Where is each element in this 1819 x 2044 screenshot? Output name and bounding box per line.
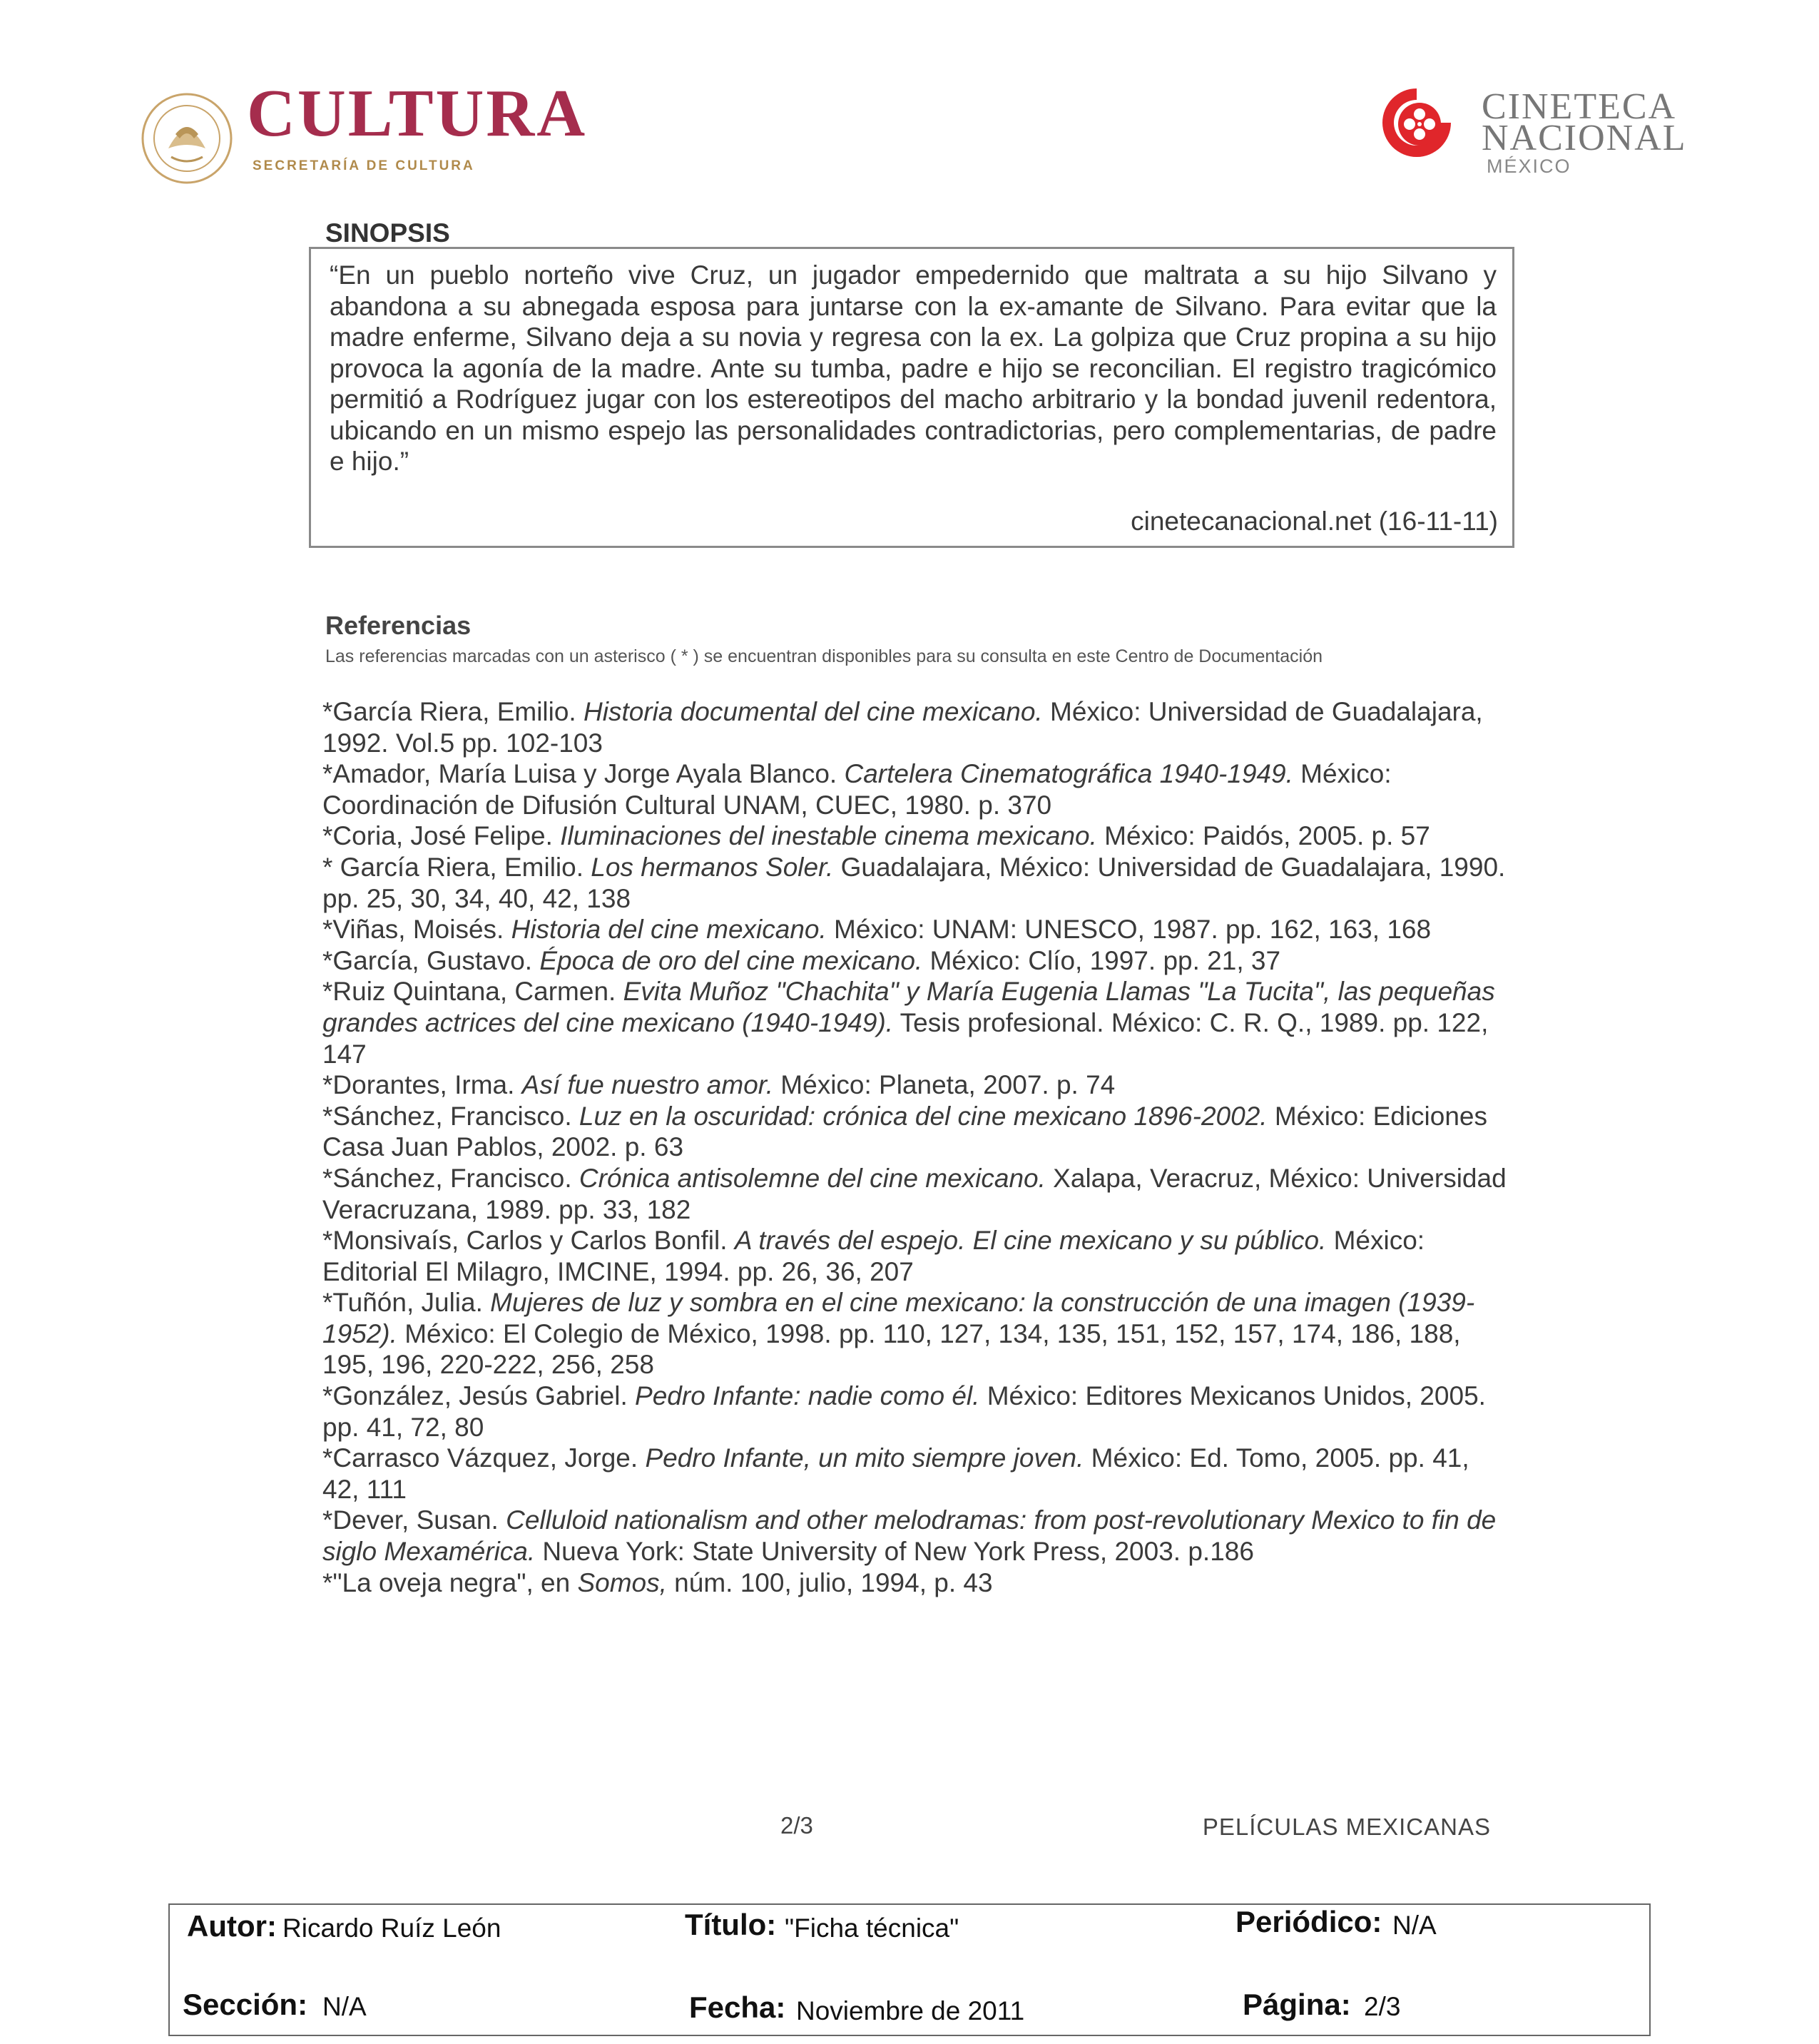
reference-work: Evita Muñoz "Chachita" y María Eugenia Llamas "La Tucita", las pequeñas grandes actrices del cine mexicano (1940-1949).	[322, 977, 1495, 1037]
cineteca-line1: CINETECA	[1482, 86, 1677, 127]
references-list	[322, 696, 1507, 1598]
pagina-value: 2/3	[1364, 1992, 1401, 2021]
reference-details: México: UNAM: UNESCO, 1987. pp. 162, 163, 168	[826, 915, 1432, 945]
reference-work: Pedro Infante: nadie como él.	[635, 1381, 980, 1411]
reference-item	[322, 1225, 1507, 1287]
reference-details: México: El Colegio de México, 1998. pp. 110, 127, 134, 135, 151, 152, 157, 174, 186, 188, 195, 196, 220-222, 256, 258	[322, 1318, 1461, 1380]
periodico-value: N/A	[1392, 1911, 1437, 1940]
reference-author: *Coria, José Felipe.	[322, 821, 561, 851]
reference-author: *Dorantes, Irma.	[322, 1070, 522, 1100]
reference-details: México: Ed. Tomo, 2005. pp. 41, 42, 111	[322, 1443, 1469, 1504]
reference-author: *Tuñón, Julia.	[322, 1288, 491, 1318]
reference-details: México: Editores Mexicanos Unidos, 2005. pp. 41, 72, 80	[322, 1381, 1486, 1442]
cultura-wordmark: CULTURA	[247, 76, 588, 151]
autor-label: Autor:	[187, 1909, 277, 1943]
reference-work: Pedro Infante, un mito siempre joven.	[645, 1443, 1084, 1473]
reference-item	[322, 1163, 1507, 1225]
reference-author: *Monsivaís, Carlos y Carlos Bonfil.	[322, 1226, 735, 1256]
reference-item	[322, 820, 1507, 852]
reference-author: *"La oveja negra", en	[322, 1567, 578, 1597]
reference-author: *Carrasco Vázquez, Jorge.	[322, 1443, 646, 1473]
synopsis-source: cinetecanacional.net (16-11-11)	[1131, 507, 1498, 536]
reference-details: México: Editorial El Milagro, IMCINE, 1994. pp. 26, 36, 207	[322, 1226, 1425, 1286]
reference-details: México: Planeta, 2007. p. 74	[773, 1070, 1116, 1100]
reference-details: México: Ediciones Casa Juan Pablos, 2002. p. 63	[322, 1101, 1488, 1162]
reference-author: *García Riera, Emilio.	[322, 697, 584, 726]
titulo-value: "Ficha técnica"	[785, 1913, 959, 1943]
periodico-label: Periódico:	[1235, 1905, 1382, 1938]
reference-details: México: Paidós, 2005. p. 57	[1096, 821, 1430, 851]
autor-value: Ricardo Ruíz León	[282, 1913, 501, 1943]
reference-author: *Amador, María Luisa y Jorge Ayala Blanco.	[322, 759, 845, 789]
reference-details: México: Universidad de Guadalajara, 1992. Vol.5 pp. 102-103	[322, 697, 1483, 758]
page-number: 2/3	[780, 1812, 813, 1839]
reference-details: México: Clío, 1997. pp. 21, 37	[922, 945, 1281, 975]
reference-work: Crónica antisolemne del cine mexicano.	[579, 1163, 1046, 1193]
section-label: PELÍCULAS MEXICANAS	[1202, 1814, 1491, 1840]
mexico-seal-logo	[140, 91, 234, 185]
seccion-value: N/A	[322, 1992, 367, 2021]
cultura-subtitle: SECRETARÍA DE CULTURA	[253, 158, 475, 173]
fecha-value: Noviembre de 2011	[796, 1996, 1025, 2025]
references-note: Las referencias marcadas con un asterisco ( * ) se encuentran disponibles para su consulta en este Centro de Documentación	[325, 646, 1323, 666]
reference-work: Iluminaciones del inestable cinema mexicano.	[560, 821, 1097, 851]
synopsis-text: “En un pueblo norteño vive Cruz, un jugador empedernido que maltrata a su hijo Silvano y abandona a su abnegada esposa para juntarse con la ex-amante de Silvano. Para evitar que la madre enferme, Silvano deja a su novia y regresa con la ex. La golpiza que Cruz propina a su hijo provoca la agonía de la madre. Ante su tumba, padre e hijo se reconcilian. El registro tragicómico permitió a Rodríguez jugar con los estereotipos del macho arbitrario y la bondad juvenil redentora, ubicando en un mismo espejo las personalidades contradictorias, pero complementarias, de padre e hijo.”	[330, 260, 1497, 476]
reference-item	[322, 1287, 1507, 1381]
reference-details: Nueva York: State University of New York Press, 2003. p.186	[535, 1537, 1254, 1567]
reference-work: Celluloid nationalism and other melodramas: from post-revolutionary Mexico to fin de siglo Mexamérica.	[322, 1505, 1497, 1567]
reference-item	[322, 696, 1507, 758]
reference-item	[322, 852, 1507, 914]
fecha-label: Fecha:	[689, 1990, 786, 2024]
cineteca-line3: MÉXICO	[1487, 156, 1571, 177]
reference-item	[322, 1505, 1507, 1567]
seccion-label: Sección:	[183, 1988, 308, 2021]
reference-work: Los hermanos Soler.	[591, 852, 834, 882]
reference-work: Luz en la oscuridad: crónica del cine mexicano 1896-2002.	[579, 1101, 1268, 1131]
reference-work: Época de oro del cine mexicano.	[539, 945, 923, 975]
reference-author: *González, Jesús Gabriel.	[322, 1381, 636, 1411]
reference-item	[322, 758, 1507, 820]
cineteca-line2: NACIONAL	[1482, 118, 1687, 158]
reference-work: Cartelera Cinematográfica 1940-1949.	[844, 759, 1293, 789]
reference-item	[322, 945, 1507, 977]
reference-work: A través del espejo. El cine mexicano y su público.	[734, 1226, 1327, 1256]
reference-author: *Dever, Susan.	[322, 1505, 506, 1535]
reference-work: Mujeres de luz y sombra en el cine mexicano: la construcción de una imagen (1939-1952).	[322, 1288, 1475, 1348]
reference-author: *Sánchez, Francisco.	[322, 1163, 579, 1193]
reference-item	[322, 1381, 1507, 1443]
reference-item	[322, 976, 1507, 1069]
references-heading: Referencias	[325, 611, 472, 640]
reference-item	[322, 1567, 1507, 1599]
reference-author: * García Riera, Emilio.	[322, 852, 591, 882]
reference-author: *Ruiz Quintana, Carmen.	[322, 977, 623, 1007]
reference-author: *Sánchez, Francisco.	[322, 1101, 579, 1131]
reference-work: Así fue nuestro amor.	[521, 1070, 774, 1100]
reference-item	[322, 1069, 1507, 1101]
reference-author: *Viñas, Moisés.	[322, 915, 511, 945]
reference-item	[322, 1443, 1507, 1505]
reference-details: Guadalajara, México: Universidad de Guadalajara, 1990. pp. 25, 30, 34, 40, 42, 138	[322, 852, 1506, 913]
reference-details: México: Coordinación de Difusión Cultural UNAM, CUEC, 1980. p. 370	[322, 759, 1392, 820]
reference-details: núm. 100, julio, 1994, p. 43	[666, 1567, 993, 1597]
reference-work: Historia del cine mexicano.	[511, 915, 827, 945]
synopsis-heading: SINOPSIS	[325, 218, 450, 248]
reference-item	[322, 1101, 1507, 1163]
reference-work: Somos,	[577, 1567, 667, 1597]
pagina-label: Página:	[1243, 1988, 1351, 2021]
reference-author: *García, Gustavo.	[322, 945, 540, 975]
reference-work: Historia documental del cine mexicano.	[584, 697, 1043, 726]
reference-item	[322, 914, 1507, 945]
film-reel-icon	[1378, 84, 1455, 161]
reference-details: Xalapa, Veracruz, México: Universidad Veracruzana, 1989. pp. 33, 182	[322, 1163, 1507, 1224]
reference-details: Tesis profesional. México: C. R. Q., 1989. pp. 122, 147	[322, 1007, 1489, 1069]
titulo-label: Título:	[685, 1908, 777, 1941]
